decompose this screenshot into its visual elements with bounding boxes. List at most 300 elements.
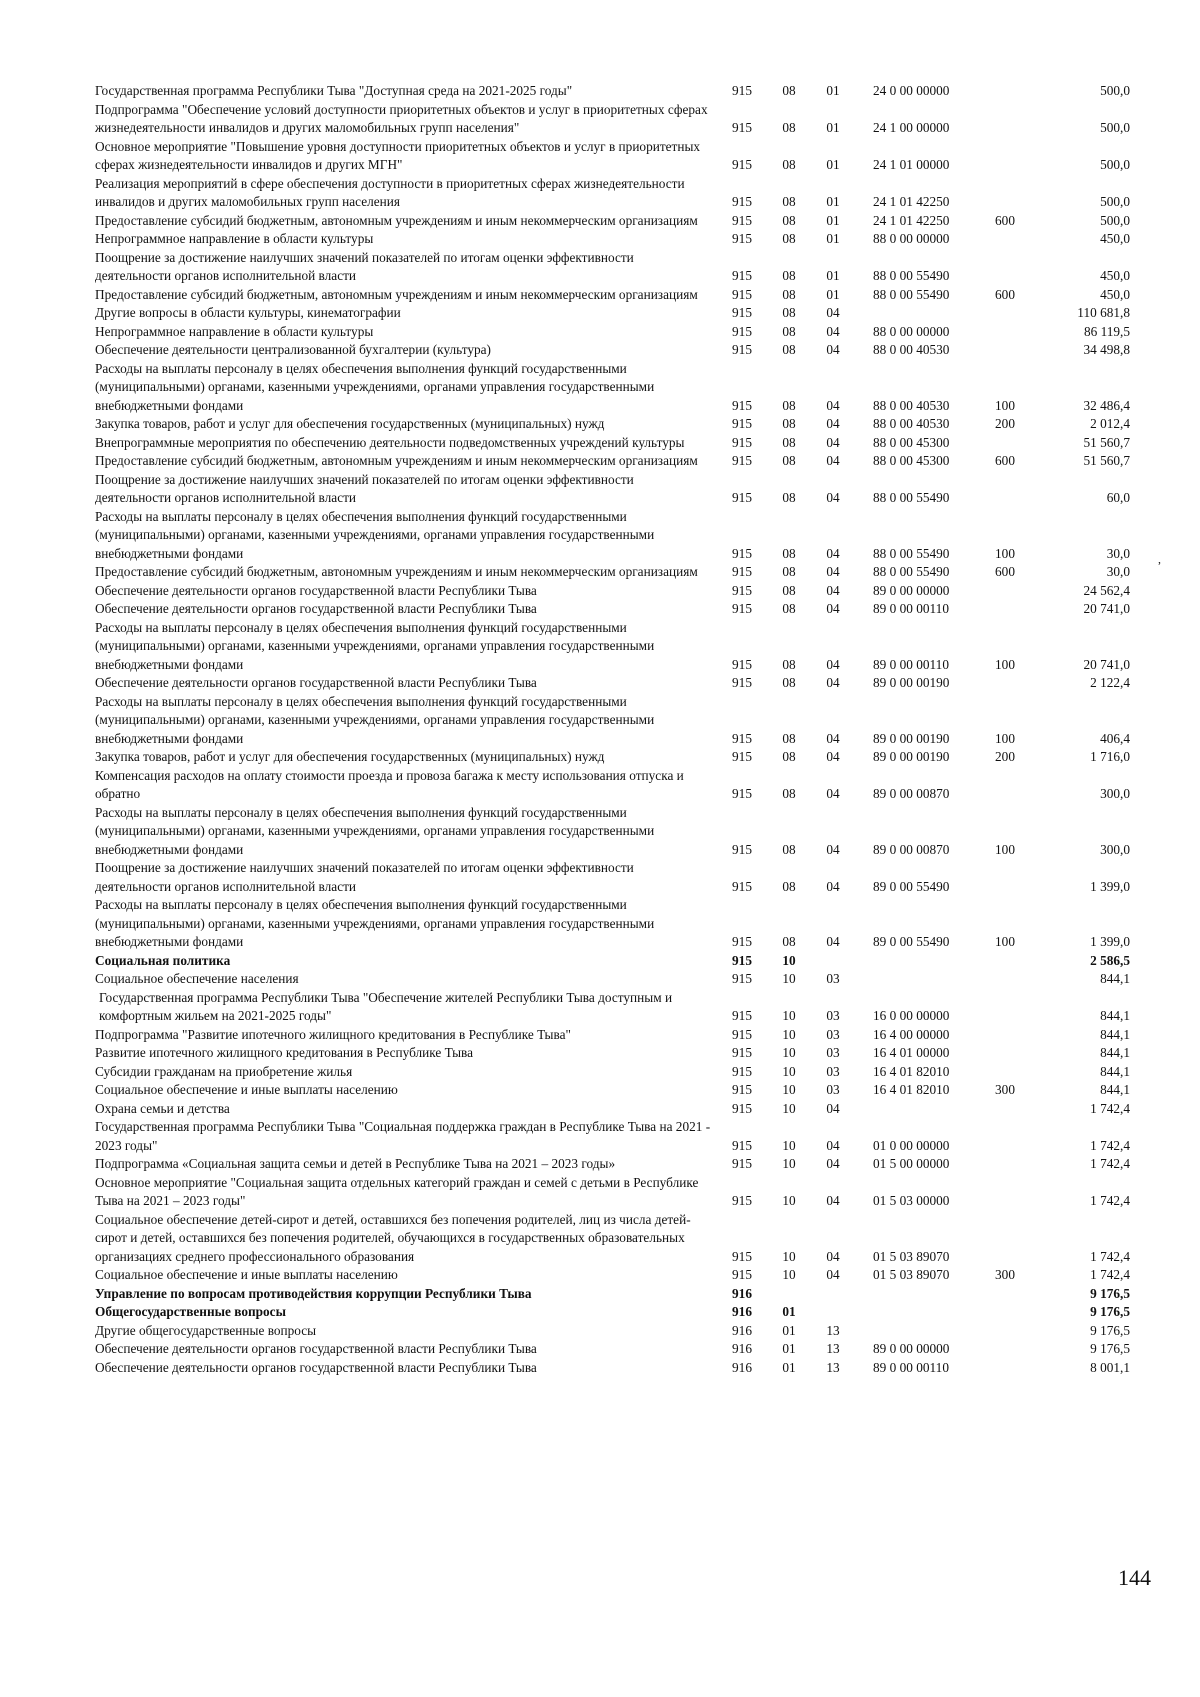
table-row bbox=[95, 415, 1175, 434]
row-target-article: 16 4 01 00000 bbox=[873, 1045, 950, 1060]
row-ministry-code: 915 bbox=[732, 83, 752, 98]
table-row bbox=[95, 82, 1175, 101]
row-name: Обеспечение деятельности централизованной бухгалтерии (культура) bbox=[95, 342, 491, 357]
row-ministry-code: 915 bbox=[732, 1063, 752, 1079]
row-section: 08 bbox=[782, 749, 796, 764]
table-row bbox=[95, 101, 1175, 138]
row-section: 10 bbox=[782, 1082, 796, 1097]
row-ministry-code: 915 bbox=[732, 286, 752, 302]
row-subsection: 04 bbox=[826, 397, 840, 413]
table-row bbox=[95, 286, 1175, 305]
row-section: 10 bbox=[782, 1008, 796, 1023]
row-amount: 110 681,8 bbox=[1077, 305, 1130, 320]
row-expense-type: 600 bbox=[995, 212, 1015, 228]
row-target-article: 01 5 03 89070 bbox=[873, 1267, 950, 1282]
row-name: Компенсация расходов на оплату стоимости проезда и провоза багажа к месту использования отпуска и обратно bbox=[95, 767, 684, 801]
row-amount: 86 119,5 bbox=[1083, 323, 1130, 339]
row-amount: 1 742,4 bbox=[1090, 1248, 1130, 1264]
row-ministry-code: 915 bbox=[732, 1267, 752, 1282]
row-name: Поощрение за достижение наилучших значений показателей по итогам оценки эффективности деятельности органов исполнительной власти bbox=[95, 860, 634, 894]
row-target-article: 88 0 00 55490 bbox=[873, 490, 950, 505]
table-row bbox=[95, 970, 1175, 989]
table-row bbox=[95, 1155, 1175, 1174]
table-row bbox=[95, 1063, 1175, 1082]
row-subsection: 04 bbox=[826, 675, 840, 690]
row-ministry-code: 916 bbox=[732, 1304, 752, 1319]
row-subsection: 04 bbox=[826, 545, 840, 561]
row-target-article: 01 5 03 89070 bbox=[873, 1248, 950, 1264]
row-subsection: 01 bbox=[826, 212, 840, 228]
row-section: 01 bbox=[782, 1322, 796, 1338]
row-subsection: 04 bbox=[826, 342, 840, 357]
row-name: Закупка товаров, работ и услуг для обеспечения государственных (муниципальных) нужд bbox=[95, 416, 605, 431]
row-subsection: 03 bbox=[826, 1063, 840, 1079]
row-target-article: 24 1 01 42250 bbox=[873, 212, 950, 228]
row-amount: 500,0 bbox=[1100, 157, 1130, 172]
row-subsection: 04 bbox=[826, 601, 840, 616]
row-subsection: 01 bbox=[826, 194, 840, 209]
row-section: 08 bbox=[782, 268, 796, 283]
table-row bbox=[95, 1100, 1175, 1119]
row-subsection: 04 bbox=[826, 878, 840, 894]
table-row bbox=[95, 563, 1175, 582]
row-amount: 1 742,4 bbox=[1090, 1267, 1130, 1282]
row-target-article: 89 0 00 55490 bbox=[873, 878, 950, 894]
row-ministry-code: 915 bbox=[732, 1137, 752, 1153]
row-target-article: 89 0 00 00110 bbox=[873, 656, 949, 672]
row-target-article: 89 0 00 55490 bbox=[873, 934, 950, 949]
row-amount: 500,0 bbox=[1100, 83, 1130, 98]
row-subsection: 04 bbox=[826, 453, 840, 468]
row-section: 08 bbox=[782, 601, 796, 616]
table-row bbox=[95, 600, 1175, 619]
row-subsection: 03 bbox=[826, 1045, 840, 1060]
row-amount: 60,0 bbox=[1106, 490, 1130, 505]
row-section: 10 bbox=[782, 1063, 796, 1079]
row-target-article: 01 5 03 00000 bbox=[873, 1193, 950, 1208]
row-name: Управление по вопросам противодействия коррупции Республики Тыва bbox=[95, 1285, 532, 1301]
row-name: Социальное обеспечение и иные выплаты населению bbox=[95, 1267, 398, 1282]
row-amount: 2 586,5 bbox=[1090, 952, 1130, 968]
row-amount: 30,0 bbox=[1106, 545, 1130, 561]
row-ministry-code: 916 bbox=[732, 1359, 752, 1375]
row-subsection: 03 bbox=[826, 1008, 840, 1023]
row-ministry-code: 915 bbox=[732, 157, 752, 172]
table-row bbox=[95, 1266, 1175, 1285]
row-section: 08 bbox=[782, 323, 796, 339]
row-name: Предоставление субсидий бюджетным, автономным учреждениям и иным некоммерческим организациям bbox=[95, 564, 698, 579]
row-amount: 1 399,0 bbox=[1090, 878, 1130, 894]
row-ministry-code: 915 bbox=[732, 231, 752, 246]
row-section: 08 bbox=[782, 157, 796, 172]
row-target-article: 88 0 00 55490 bbox=[873, 286, 950, 302]
row-section: 08 bbox=[782, 730, 796, 746]
row-target-article: 88 0 00 45300 bbox=[873, 453, 950, 468]
row-target-article: 24 1 01 00000 bbox=[873, 157, 950, 172]
row-name: Поощрение за достижение наилучших значений показателей по итогам оценки эффективности деятельности органов исполнительной власти bbox=[95, 249, 634, 283]
row-target-article: 24 1 01 42250 bbox=[873, 194, 950, 209]
row-target-article: 01 5 00 00000 bbox=[873, 1156, 950, 1171]
row-subsection: 04 bbox=[826, 490, 840, 505]
row-amount: 844,1 bbox=[1100, 1063, 1130, 1079]
row-ministry-code: 915 bbox=[732, 878, 752, 894]
table-row bbox=[95, 952, 1175, 971]
table-row bbox=[95, 1026, 1175, 1045]
row-section: 10 bbox=[782, 1100, 796, 1116]
row-section: 08 bbox=[782, 212, 796, 228]
row-amount: 2 012,4 bbox=[1090, 416, 1130, 431]
row-subsection: 01 bbox=[826, 268, 840, 283]
row-name: Предоставление субсидий бюджетным, автономным учреждениям и иным некоммерческим организациям bbox=[95, 453, 698, 468]
row-amount: 300,0 bbox=[1100, 841, 1130, 857]
row-section: 01 bbox=[782, 1304, 796, 1319]
row-target-article: 88 0 00 55490 bbox=[873, 268, 950, 283]
row-amount: 9 176,5 bbox=[1090, 1304, 1130, 1319]
row-amount: 9 176,5 bbox=[1090, 1285, 1130, 1301]
row-name: Подпрограмма "Обеспечение условий доступности приоритетных объектов и услуг в приоритетных сферах жизнедеятельности инвалидов и других маломобильных групп населения" bbox=[95, 101, 708, 135]
row-subsection: 03 bbox=[826, 1082, 840, 1097]
row-ministry-code: 915 bbox=[732, 675, 752, 690]
row-subsection: 04 bbox=[826, 434, 840, 450]
row-name: Обеспечение деятельности органов государственной власти Республики Тыва bbox=[95, 582, 537, 598]
row-subsection: 04 bbox=[826, 1100, 840, 1116]
row-target-article: 89 0 00 00110 bbox=[873, 1359, 949, 1375]
row-target-article: 88 0 00 55490 bbox=[873, 545, 950, 561]
row-ministry-code: 916 bbox=[732, 1322, 752, 1338]
row-section: 08 bbox=[782, 83, 796, 98]
row-amount: 30,0 bbox=[1106, 564, 1130, 579]
row-subsection: 04 bbox=[826, 416, 840, 431]
row-ministry-code: 915 bbox=[732, 656, 752, 672]
row-expense-type: 100 bbox=[995, 841, 1015, 857]
row-target-article: 88 0 00 40530 bbox=[873, 342, 950, 357]
row-name: Расходы на выплаты персоналу в целях обеспечения выполнения функций государственными (муниципальными) органами, казенными учреждениями, органами управления государственными внебюджетными фондами bbox=[95, 619, 655, 672]
row-ministry-code: 915 bbox=[732, 323, 752, 339]
row-amount: 32 486,4 bbox=[1083, 397, 1130, 413]
row-section: 08 bbox=[782, 416, 796, 431]
row-subsection: 04 bbox=[826, 656, 840, 672]
row-amount: 51 560,7 bbox=[1083, 453, 1130, 468]
row-subsection: 04 bbox=[826, 582, 840, 598]
row-name: Подпрограмма "Развитие ипотечного жилищного кредитования в Республике Тыва" bbox=[95, 1026, 571, 1042]
row-section: 08 bbox=[782, 342, 796, 357]
row-amount: 844,1 bbox=[1100, 1026, 1130, 1042]
table-row bbox=[95, 452, 1175, 471]
row-name: Обеспечение деятельности органов государственной власти Республики Тыва bbox=[95, 601, 537, 616]
row-name: Социальная политика bbox=[95, 952, 231, 968]
row-section: 10 bbox=[782, 971, 796, 986]
row-amount: 450,0 bbox=[1100, 286, 1130, 302]
row-target-article: 16 0 00 00000 bbox=[873, 1008, 950, 1023]
row-subsection: 04 bbox=[826, 305, 840, 320]
row-section: 08 bbox=[782, 286, 796, 302]
row-target-article: 89 0 00 00190 bbox=[873, 675, 950, 690]
row-amount: 51 560,7 bbox=[1083, 434, 1130, 450]
row-ministry-code: 915 bbox=[732, 397, 752, 413]
row-amount: 24 562,4 bbox=[1083, 582, 1130, 598]
row-section: 08 bbox=[782, 305, 796, 320]
stray-mark: , bbox=[1158, 552, 1161, 566]
row-expense-type: 600 bbox=[995, 453, 1015, 468]
row-amount: 450,0 bbox=[1100, 268, 1130, 283]
row-ministry-code: 915 bbox=[732, 564, 752, 579]
row-target-article: 88 0 00 00000 bbox=[873, 231, 950, 246]
row-section: 08 bbox=[782, 194, 796, 209]
table-row bbox=[95, 471, 1175, 508]
row-ministry-code: 915 bbox=[732, 305, 752, 320]
table-row bbox=[95, 748, 1175, 767]
row-amount: 8 001,1 bbox=[1090, 1359, 1130, 1375]
row-ministry-code: 915 bbox=[732, 490, 752, 505]
row-ministry-code: 915 bbox=[732, 342, 752, 357]
row-target-article: 01 0 00 00000 bbox=[873, 1137, 950, 1153]
row-expense-type: 300 bbox=[995, 1082, 1015, 1097]
row-ministry-code: 915 bbox=[732, 416, 752, 431]
row-amount: 844,1 bbox=[1100, 1082, 1130, 1097]
row-expense-type: 200 bbox=[995, 416, 1015, 431]
row-name: Внепрограммные мероприятия по обеспечению деятельности подведомственных учреждений культуры bbox=[95, 434, 685, 450]
row-ministry-code: 915 bbox=[732, 194, 752, 209]
row-expense-type: 100 bbox=[995, 545, 1015, 561]
row-subsection: 01 bbox=[826, 231, 840, 246]
table-row bbox=[95, 175, 1175, 212]
row-target-article: 88 0 00 00000 bbox=[873, 323, 950, 339]
row-amount: 20 741,0 bbox=[1083, 601, 1130, 616]
row-amount: 1 742,4 bbox=[1090, 1193, 1130, 1208]
row-section: 10 bbox=[782, 1248, 796, 1264]
row-expense-type: 600 bbox=[995, 286, 1015, 302]
table-row bbox=[95, 582, 1175, 601]
row-section: 08 bbox=[782, 841, 796, 857]
row-subsection: 04 bbox=[826, 730, 840, 746]
row-target-article: 88 0 00 55490 bbox=[873, 564, 950, 579]
row-section: 01 bbox=[782, 1359, 796, 1375]
table-row bbox=[95, 693, 1175, 749]
table-row bbox=[95, 1322, 1175, 1341]
row-ministry-code: 915 bbox=[732, 1248, 752, 1264]
row-section: 10 bbox=[782, 1137, 796, 1153]
row-section: 08 bbox=[782, 490, 796, 505]
row-ministry-code: 915 bbox=[732, 841, 752, 857]
table-row bbox=[95, 360, 1175, 416]
row-amount: 1 716,0 bbox=[1090, 749, 1130, 764]
table-row bbox=[95, 323, 1175, 342]
row-target-article: 89 0 00 00190 bbox=[873, 749, 950, 764]
row-amount: 1 742,4 bbox=[1090, 1156, 1130, 1171]
row-subsection: 01 bbox=[826, 286, 840, 302]
row-amount: 500,0 bbox=[1100, 120, 1130, 135]
row-amount: 1 399,0 bbox=[1090, 934, 1130, 949]
row-subsection: 01 bbox=[826, 120, 840, 135]
row-section: 08 bbox=[782, 675, 796, 690]
row-subsection: 04 bbox=[826, 749, 840, 764]
row-amount: 500,0 bbox=[1100, 194, 1130, 209]
row-subsection: 01 bbox=[826, 83, 840, 98]
table-row bbox=[95, 434, 1175, 453]
row-name: Обеспечение деятельности органов государственной власти Республики Тыва bbox=[95, 675, 537, 690]
row-subsection: 03 bbox=[826, 971, 840, 986]
row-subsection: 04 bbox=[826, 841, 840, 857]
table-row bbox=[95, 508, 1175, 564]
row-name: Реализация мероприятий в сфере обеспечения доступности в приоритетных сферах жизнедеятельности инвалидов и других маломобильных групп населения bbox=[95, 175, 685, 209]
table-row bbox=[95, 341, 1175, 360]
row-section: 08 bbox=[782, 397, 796, 413]
table-row bbox=[95, 212, 1175, 231]
row-section: 10 bbox=[782, 1267, 796, 1282]
row-ministry-code: 915 bbox=[732, 971, 752, 986]
table-row bbox=[95, 1303, 1175, 1322]
row-name: Предоставление субсидий бюджетным, автономным учреждениям и иным некоммерческим организациям bbox=[95, 212, 698, 228]
row-expense-type: 100 bbox=[995, 656, 1015, 672]
row-section: 10 bbox=[782, 1026, 796, 1042]
row-ministry-code: 915 bbox=[732, 1156, 752, 1171]
row-expense-type: 100 bbox=[995, 397, 1015, 413]
row-subsection: 04 bbox=[826, 786, 840, 801]
row-expense-type: 600 bbox=[995, 564, 1015, 579]
row-section: 08 bbox=[782, 564, 796, 579]
row-subsection: 04 bbox=[826, 323, 840, 339]
row-section: 10 bbox=[782, 1045, 796, 1060]
row-name: Основное мероприятие "Социальная защита отдельных категорий граждан и семей с детьми в Республике Тыва на 2021 – 2023 годы" bbox=[95, 1174, 699, 1208]
row-name: Непрограммное направление в области культуры bbox=[95, 231, 374, 246]
row-ministry-code: 915 bbox=[732, 582, 752, 598]
row-expense-type: 200 bbox=[995, 749, 1015, 764]
row-subsection: 13 bbox=[826, 1322, 840, 1338]
row-name: Социальное обеспечение детей-сирот и детей, оставшихся без попечения родителей, лиц из числа детей-сирот и детей, оставшихся без попечения родителей, обучающихся в государственных образовательных организациях среднего профессионального образования bbox=[95, 1211, 691, 1264]
row-section: 08 bbox=[782, 786, 796, 801]
row-ministry-code: 916 bbox=[732, 1285, 752, 1301]
row-target-article: 89 0 00 00110 bbox=[873, 601, 949, 616]
row-ministry-code: 915 bbox=[732, 730, 752, 746]
row-name: Подпрограмма «Социальная защита семьи и детей в Республике Тыва на 2021 – 2023 годы» bbox=[95, 1156, 616, 1171]
row-name: Социальное обеспечение населения bbox=[95, 971, 299, 986]
row-ministry-code: 915 bbox=[732, 545, 752, 561]
row-ministry-code: 915 bbox=[732, 1100, 752, 1116]
row-expense-type: 100 bbox=[995, 730, 1015, 746]
row-subsection: 04 bbox=[826, 1267, 840, 1282]
budget-table bbox=[95, 82, 1175, 1377]
row-subsection: 13 bbox=[826, 1341, 840, 1356]
row-target-article: 88 0 00 40530 bbox=[873, 397, 950, 413]
row-ministry-code: 915 bbox=[732, 268, 752, 283]
row-target-article: 16 4 01 82010 bbox=[873, 1063, 950, 1079]
row-ministry-code: 915 bbox=[732, 212, 752, 228]
row-name: Субсидии гражданам на приобретение жилья bbox=[95, 1063, 353, 1079]
row-amount: 2 122,4 bbox=[1090, 675, 1130, 690]
row-section: 08 bbox=[782, 545, 796, 561]
row-amount: 20 741,0 bbox=[1083, 656, 1130, 672]
row-ministry-code: 915 bbox=[732, 786, 752, 801]
row-name: Государственная программа Республики Тыва "Обеспечение жителей Республики Тыва доступным и комфортным жильем на 2021-2025 годы" bbox=[99, 989, 673, 1023]
row-ministry-code: 916 bbox=[732, 1341, 752, 1356]
row-name: Государственная программа Республики Тыва "Доступная среда на 2021-2025 годы" bbox=[95, 83, 573, 98]
row-section: 08 bbox=[782, 120, 796, 135]
row-name: Государственная программа Республики Тыва "Социальная поддержка граждан в Республике Тыва на 2021 - 2023 годы" bbox=[95, 1119, 711, 1153]
page-number: 144 bbox=[1118, 1565, 1151, 1590]
row-section: 08 bbox=[782, 878, 796, 894]
row-subsection: 13 bbox=[826, 1359, 840, 1375]
row-section: 08 bbox=[782, 582, 796, 598]
table-row bbox=[95, 1285, 1175, 1304]
row-expense-type: 300 bbox=[995, 1267, 1015, 1282]
row-name: Непрограммное направление в области культуры bbox=[95, 323, 374, 339]
row-amount: 34 498,8 bbox=[1083, 342, 1130, 357]
row-ministry-code: 915 bbox=[732, 952, 752, 968]
table-row bbox=[95, 767, 1175, 804]
row-amount: 450,0 bbox=[1100, 231, 1130, 246]
row-amount: 406,4 bbox=[1100, 730, 1130, 746]
row-target-article: 89 0 00 00870 bbox=[873, 786, 950, 801]
row-ministry-code: 915 bbox=[732, 934, 752, 949]
row-ministry-code: 915 bbox=[732, 749, 752, 764]
table-row bbox=[95, 1044, 1175, 1063]
row-subsection: 01 bbox=[826, 157, 840, 172]
row-name: Развитие ипотечного жилищного кредитования в Республике Тыва bbox=[95, 1045, 474, 1060]
table-row bbox=[95, 896, 1175, 952]
row-name: Предоставление субсидий бюджетным, автономным учреждениям и иным некоммерческим организациям bbox=[95, 286, 698, 302]
table-row bbox=[95, 1340, 1175, 1359]
table-row bbox=[95, 1211, 1175, 1267]
row-name: Закупка товаров, работ и услуг для обеспечения государственных (муниципальных) нужд bbox=[95, 749, 605, 764]
table-row bbox=[95, 989, 1175, 1026]
row-target-article: 88 0 00 45300 bbox=[873, 434, 950, 450]
row-name: Охрана семьи и детства bbox=[95, 1100, 230, 1116]
row-name: Обеспечение деятельности органов государственной власти Республики Тыва bbox=[95, 1341, 537, 1356]
row-name: Расходы на выплаты персоналу в целях обеспечения выполнения функций государственными (муниципальными) органами, казенными учреждениями, органами управления государственными внебюджетными фондами bbox=[95, 897, 655, 949]
row-section: 08 bbox=[782, 231, 796, 246]
row-amount: 500,0 bbox=[1100, 212, 1130, 228]
row-subsection: 04 bbox=[826, 1137, 840, 1153]
row-amount: 9 176,5 bbox=[1090, 1322, 1130, 1338]
row-name: Поощрение за достижение наилучших значений показателей по итогам оценки эффективности деятельности органов исполнительной власти bbox=[95, 471, 634, 505]
row-subsection: 04 bbox=[826, 1248, 840, 1264]
row-section: 10 bbox=[782, 1193, 796, 1208]
row-section: 01 bbox=[782, 1341, 796, 1356]
row-subsection: 04 bbox=[826, 934, 840, 949]
table-row bbox=[95, 1118, 1175, 1155]
row-name: Расходы на выплаты персоналу в целях обеспечения выполнения функций государственными (муниципальными) органами, казенными учреждениями, органами управления государственными внебюджетными фондами bbox=[95, 360, 655, 413]
row-section: 08 bbox=[782, 656, 796, 672]
row-ministry-code: 915 bbox=[732, 1082, 752, 1097]
table-row bbox=[95, 138, 1175, 175]
row-target-article: 89 0 00 00000 bbox=[873, 1341, 950, 1356]
table-row bbox=[95, 304, 1175, 323]
row-ministry-code: 915 bbox=[732, 120, 752, 135]
row-section: 10 bbox=[782, 952, 796, 968]
row-name: Общегосударственные вопросы bbox=[95, 1304, 286, 1319]
row-amount: 1 742,4 bbox=[1090, 1137, 1130, 1153]
row-target-article: 89 0 00 00000 bbox=[873, 582, 950, 598]
row-target-article: 89 0 00 00190 bbox=[873, 730, 950, 746]
row-name: Другие вопросы в области культуры, кинематографии bbox=[95, 305, 401, 320]
row-amount: 844,1 bbox=[1100, 971, 1130, 986]
row-ministry-code: 915 bbox=[732, 453, 752, 468]
row-section: 08 bbox=[782, 434, 796, 450]
row-target-article: 88 0 00 40530 bbox=[873, 416, 950, 431]
table-row bbox=[95, 1359, 1175, 1378]
table-row bbox=[95, 804, 1175, 860]
row-name: Расходы на выплаты персоналу в целях обеспечения выполнения функций государственными (муниципальными) органами, казенными учреждениями, органами управления государственными внебюджетными фондами bbox=[95, 508, 655, 561]
row-subsection: 04 bbox=[826, 1193, 840, 1208]
row-name: Обеспечение деятельности органов государственной власти Республики Тыва bbox=[95, 1359, 537, 1375]
row-ministry-code: 915 bbox=[732, 601, 752, 616]
row-ministry-code: 915 bbox=[732, 1026, 752, 1042]
row-ministry-code: 915 bbox=[732, 1193, 752, 1208]
row-amount: 9 176,5 bbox=[1090, 1341, 1130, 1356]
row-subsection: 04 bbox=[826, 1156, 840, 1171]
row-target-article: 24 1 00 00000 bbox=[873, 120, 950, 135]
row-amount: 1 742,4 bbox=[1090, 1100, 1130, 1116]
